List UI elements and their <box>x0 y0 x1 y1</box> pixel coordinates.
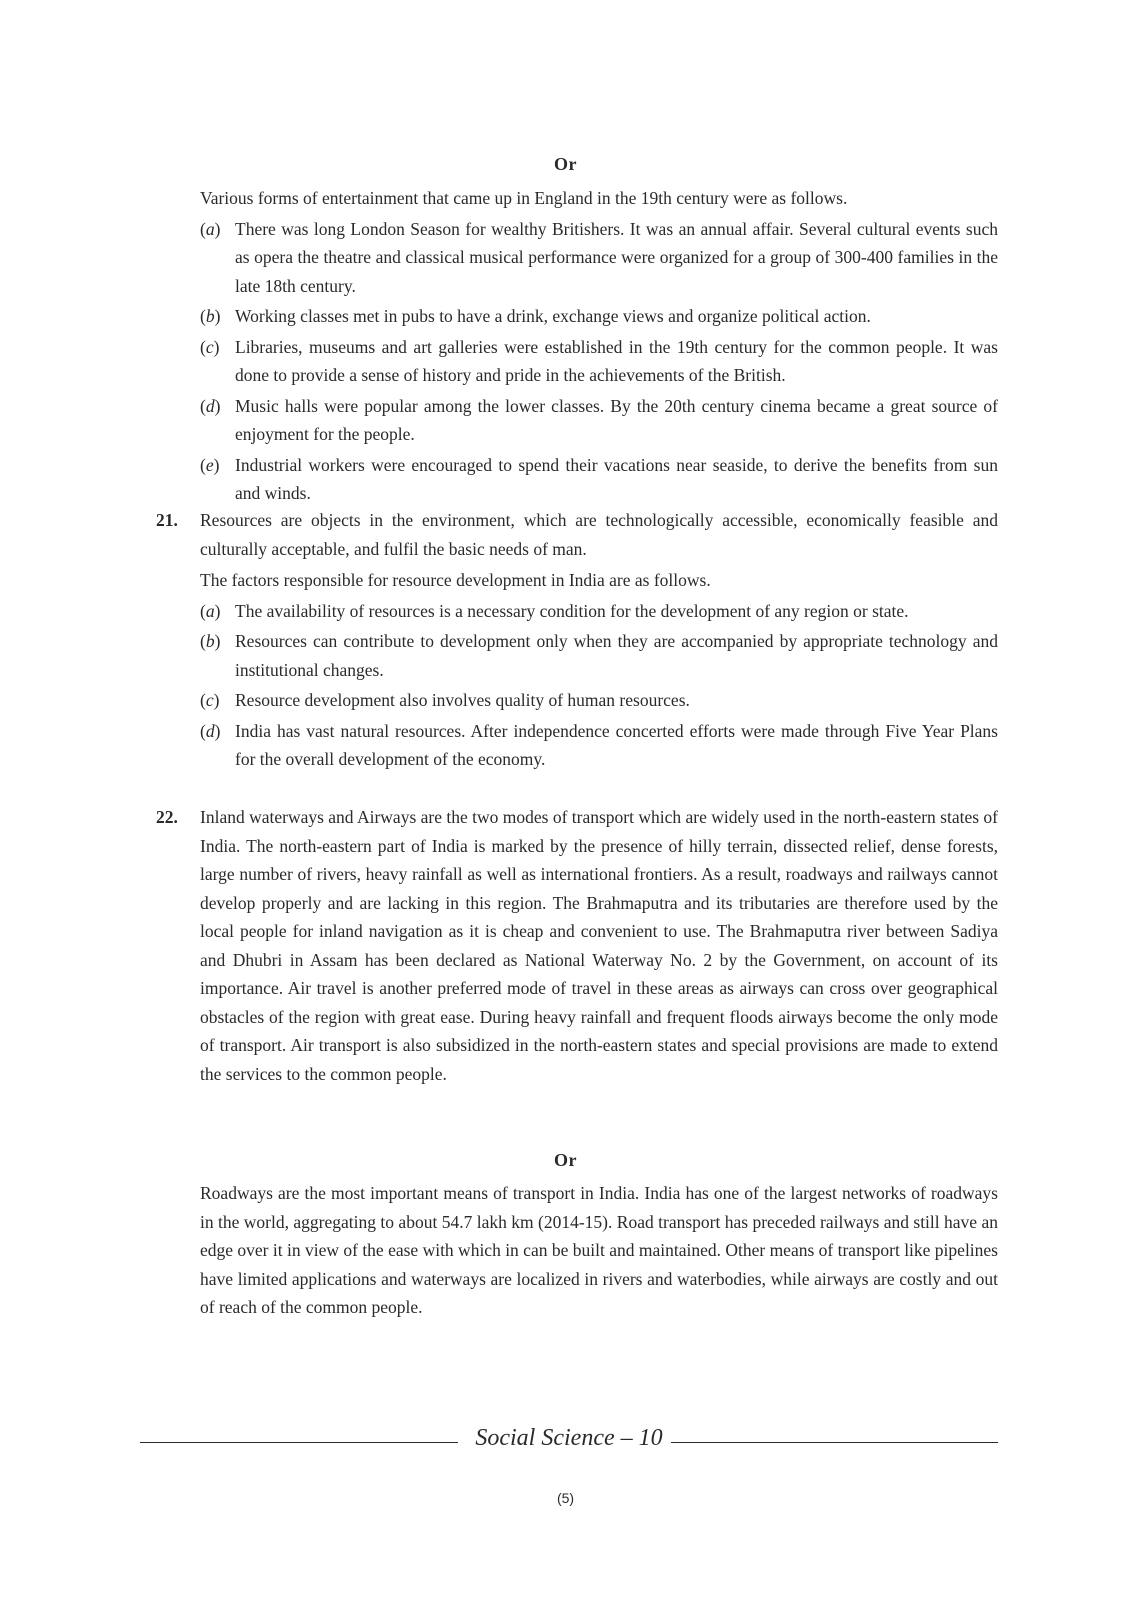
item-marker: (e) <box>200 454 220 475</box>
list-item <box>200 597 998 626</box>
footer <box>140 1425 998 1455</box>
page-number: (5) <box>556 1490 575 1506</box>
item-text: Resource development also involves quality of human resources. <box>235 690 690 710</box>
question-number: 21. <box>156 510 178 530</box>
question-21-text: Resources are objects in the environment, which are technologically accessible, economically feasible and culturally acceptable, and fulfil the basic needs of man. <box>200 510 998 559</box>
item-marker: (b) <box>200 631 221 651</box>
item-marker: (d) <box>200 395 221 416</box>
intro-paragraph: Various forms of entertainment that came up in England in the 19th century were as follows. <box>200 188 848 208</box>
alternative-paragraph: Roadways are the most important means of transport in India. India has one of the largest networks of roadways in the world, aggregating to about 54.7 lakh km (2014-15). Road transport has preceded railways and still have an edge over it in view of the ease with which in can be built and maintained. Other means of transport like pipelines have limited applications and waterways are localized in rivers and waterbodies, while airways are costly and out of reach of the common people. <box>200 1183 998 1317</box>
item-marker: (c) <box>200 336 220 357</box>
entertainment-answer <box>200 184 998 508</box>
item-text: Resources can contribute to development only when they are accompanied by appropriate technology and institutional changes. <box>235 631 998 680</box>
question-21 <box>156 506 998 774</box>
list-item <box>200 333 998 390</box>
item-marker: (b) <box>200 306 221 326</box>
or-heading: Or <box>554 154 577 174</box>
list-item <box>200 627 998 684</box>
item-text: India has vast natural resources. After independence concerted efforts were made through Five Year Plans for the overall development of the economy. <box>235 720 998 769</box>
question-22 <box>156 803 998 1088</box>
item-text: Libraries, museums and art galleries were established in the 19th century for the common people. It was done to provide a sense of history and pride in the achievements of the British. <box>235 336 998 385</box>
item-marker: (c) <box>200 690 220 710</box>
item-marker: (a) <box>200 600 221 621</box>
item-text: The availability of resources is a necessary condition for the development of any region or state. <box>235 600 909 621</box>
question-22-text: Inland waterways and Airways are the two modes of transport which are widely used in the north-eastern states of India. The north-eastern part of India is marked by the presence of hilly terrain, dissected relief, dense forests, large number of rivers, heavy rainfall as well as international frontiers. As a result, roadways and railways cannot develop properly and are lacking in this region. The Brahmaputra and its tributaries are therefore used by the local people for inland navigation as it is cheap and convenient to use. The Brahmaputra river between Sadiya and Dhubri in Assam has been declared as National Waterway No. 2 by the Government, on account of its importance. Air travel is another preferred mode of travel in these areas as airways can cross over geographical obstacles of the region with great ease. During heavy rainfall and frequent floods airways become the only mode of transport. Air transport is also subsidized in the north-eastern states and special provisions are made to extend the services to the common people. <box>200 807 998 1084</box>
factors-intro: The factors responsible for resource development in India are as follows. <box>200 570 711 590</box>
list-item <box>200 302 998 331</box>
list-item <box>200 215 998 301</box>
item-text: Industrial workers were encouraged to spend their vacations near seaside, to derive the benefits from sun and winds. <box>235 454 998 503</box>
item-marker: (d) <box>200 720 221 741</box>
item-text: Music halls were popular among the lower classes. By the 20th century cinema became a great source of enjoyment for the people. <box>235 395 998 444</box>
list-item <box>200 717 998 774</box>
roadways-answer <box>200 1179 998 1322</box>
question-number: 22. <box>156 807 178 827</box>
list-item <box>200 451 998 508</box>
list-item <box>200 686 998 715</box>
item-text: Working classes met in pubs to have a drink, exchange views and organize political action. <box>235 306 871 326</box>
footer-title: Social Science – 10 <box>140 1425 998 1452</box>
item-text: There was long London Season for wealthy Britishers. It was an annual affair. Several cultural events such as opera the theatre and classical musical performance were organized for a group of 300-400 families in the late 18th century. <box>235 218 998 296</box>
item-marker: (a) <box>200 218 221 239</box>
list-item <box>200 392 998 449</box>
or-heading: Or <box>554 1150 577 1170</box>
